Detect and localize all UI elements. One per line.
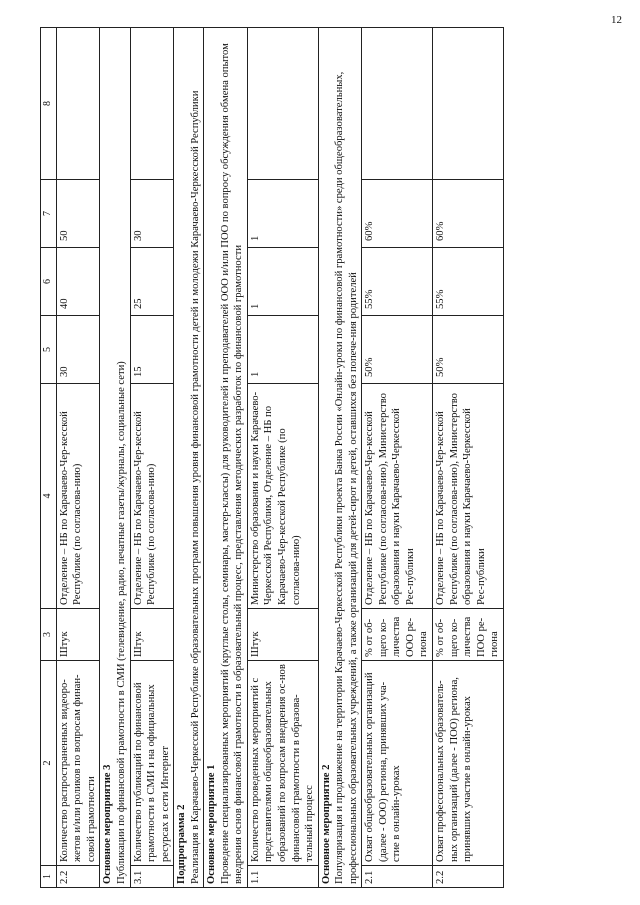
section-cell — [204, 28, 248, 888]
value-2021: 50 — [56, 180, 100, 248]
value-2020: 25 — [130, 248, 174, 316]
unit-cell: % от об-щего ко-личества ООО ре-гиона — [362, 609, 433, 661]
value-2019: 15 — [130, 316, 174, 384]
row-number: 2.1 — [362, 866, 433, 888]
executor-cell: Отделение – НБ по Карачаево-Чер-кесской Республике (по согласова-нию) — [130, 384, 174, 609]
section-text: Проведение специализированных мероприятий (круглые столы, семинары, мастер-классы) для руководителей и преподавателей ООО и/или ПОО по вопросу обсуждения обмена опытом внедрения основ финансовой грамотности в образовательный процесс, представления методических разработок по финансовой грамотности — [219, 43, 245, 884]
value-2019: 30 — [56, 316, 100, 384]
section-row — [100, 28, 130, 888]
indicator-name: Охват общеобразовательных организаций (далее - ООО) региона, принявших уча-стие в онлайн-уроках — [362, 661, 433, 866]
executor-cell: Министерство образования и науки Карачаево-Черкесской Республики, Отделение – НБ по Карачаево-Чер-кесской Республике (по согласова-нию) — [247, 384, 318, 609]
unit-cell: Штук — [247, 609, 318, 661]
page-number: 12 — [611, 14, 622, 26]
value-2020: 55% — [362, 248, 433, 316]
column-header: 1 — [41, 866, 57, 888]
section-text: Реализация в Карачаево-Черкесской Республике образовательных программ повышения уровня финансовой грамотности детей и молодежи Карачаево-Черкесской Республики — [189, 90, 201, 884]
section-title: Подпрограмма 2 — [176, 804, 188, 884]
table-header — [41, 28, 57, 888]
section-text: Публикации по финансовой грамотности в СМИ (телевидение, радио, печатные газеты/журналы, социальные сети) — [115, 361, 127, 884]
value-2021: 60% — [362, 180, 433, 248]
unit-cell: Штук — [130, 609, 174, 661]
value-extra — [433, 28, 504, 180]
row-number: 3.1 — [130, 866, 174, 888]
row-number: 1.1 — [247, 866, 318, 888]
indicators-table — [40, 27, 504, 888]
section-row — [174, 28, 204, 888]
value-2021: 1 — [247, 180, 318, 248]
executor-cell: Отделение – НБ по Карачаево-Чер-кесской Республике (по согласова-нию), Министерство образования и науки Карачаево-Черкесской Рес-публики — [362, 384, 433, 609]
column-header: 3 — [41, 609, 57, 661]
value-2020: 1 — [247, 248, 318, 316]
column-header: 4 — [41, 384, 57, 609]
column-header: 6 — [41, 248, 57, 316]
row-number: 2.2 — [433, 866, 504, 888]
indicator-name: Охват профессиональных образователь-ных организаций (далее - ПОО) региона, принявших участие в онлайн-уроках — [433, 661, 504, 866]
table-row — [56, 28, 100, 888]
unit-cell: Штук — [56, 609, 100, 661]
column-header: 5 — [41, 316, 57, 384]
section-title: Основное мероприятие 2 — [320, 764, 332, 884]
executor-cell: Отделение – НБ по Карачаево-Чер-кесской Республике (по согласова-нию) — [56, 384, 100, 609]
section-cell — [100, 28, 130, 888]
value-2019: 50% — [433, 316, 504, 384]
rotated-page — [40, 28, 630, 888]
indicator-name: Количество публикаций по финансовой грамотности в СМИ и на официальных ресурсах в сети Интернет — [130, 661, 174, 866]
executor-cell: Отделение – НБ по Карачаево-Чер-кесской Республике (по согласова-нию), Министерство образования и науки Карачаево-Черкесской Рес-публики — [433, 384, 504, 609]
table-row — [362, 28, 433, 888]
table-row — [130, 28, 174, 888]
section-text: Популяризация и продвижение на территории Карачаево-Черкесской Республики проекта Банка России «Онлайн-уроки по финансовой грамотности» среди общеобразовательных, профессиональных образовательных учреждений, а также организаций для детей-сирот и детей, оставшихся без попече-ния родителей — [334, 71, 359, 884]
value-extra — [130, 28, 174, 180]
section-row — [204, 28, 248, 888]
value-2020: 55% — [433, 248, 504, 316]
column-header: 7 — [41, 180, 57, 248]
row-number: 2.2 — [56, 866, 100, 888]
indicator-name: Количество распространенных видеоро-жетов и/или роликов по вопросам финан-совой грамотности — [56, 661, 100, 866]
value-2019: 1 — [247, 316, 318, 384]
value-2019: 50% — [362, 316, 433, 384]
value-extra — [362, 28, 433, 180]
indicator-name: Количество проведенных мероприятий с представителями общеобразовательных образований по вопросам внедрения ос-нов финансовой грамотности в образова-тельный процесс — [247, 661, 318, 866]
value-2021: 60% — [433, 180, 504, 248]
unit-cell: % от об-щего ко-личества ПОО ре-гиона — [433, 609, 504, 661]
table-row — [433, 28, 504, 888]
value-2021: 30 — [130, 180, 174, 248]
column-header: 2 — [41, 661, 57, 866]
column-header: 8 — [41, 28, 57, 180]
value-2020: 40 — [56, 248, 100, 316]
table-body — [56, 28, 503, 888]
value-extra — [247, 28, 318, 180]
section-cell — [318, 28, 362, 888]
section-row — [318, 28, 362, 888]
section-cell — [174, 28, 204, 888]
value-extra — [56, 28, 100, 180]
table-row — [247, 28, 318, 888]
section-title: Основное мероприятие 1 — [206, 764, 218, 884]
section-title: Основное мероприятие 3 — [102, 764, 114, 884]
